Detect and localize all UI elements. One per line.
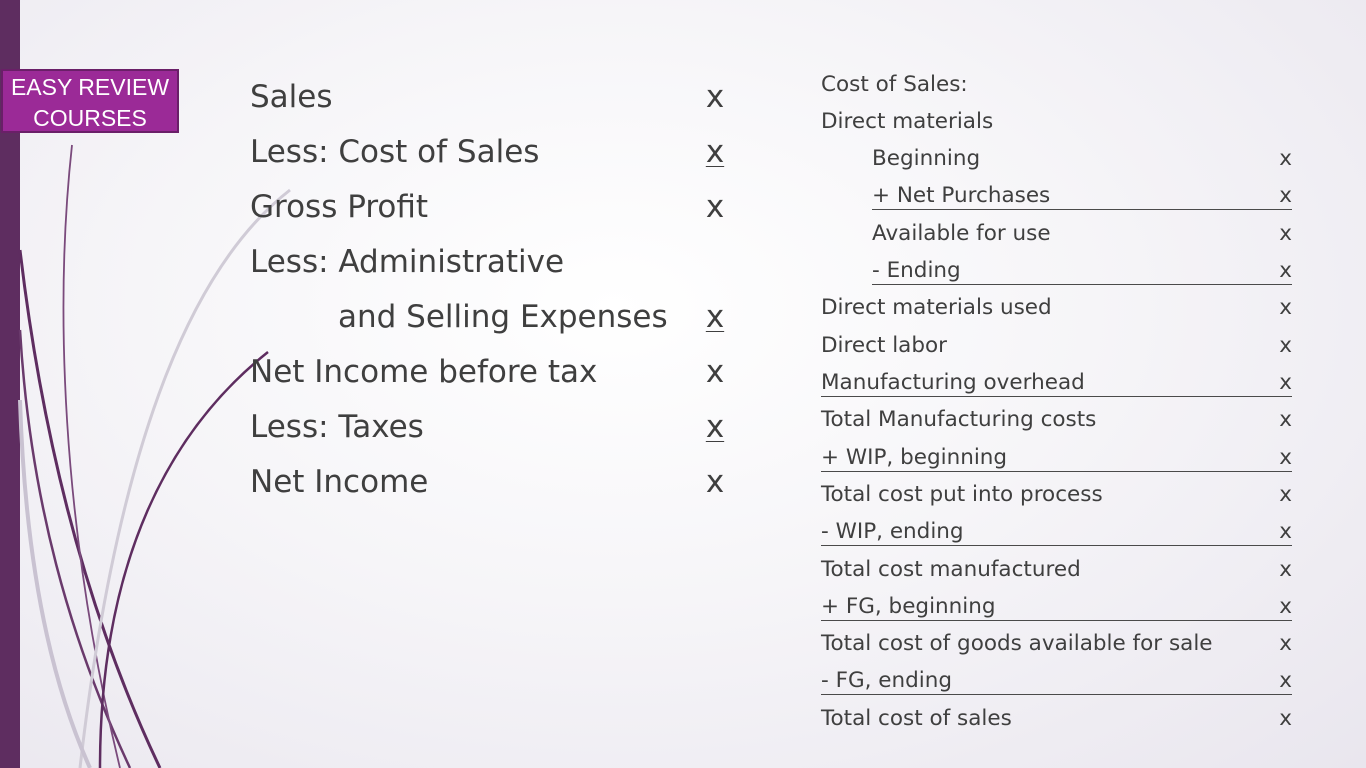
cost-row: [821, 666, 1292, 695]
cost-row: [821, 443, 1292, 472]
brand-badge: [1, 69, 179, 133]
cost-label: Cost of Sales:: [821, 72, 968, 97]
cost-label: - Ending: [872, 258, 961, 283]
cost-label: Direct materials: [821, 109, 994, 134]
cost-row: [872, 256, 1292, 285]
cost-label: + FG, beginning: [821, 594, 996, 619]
income-row: [250, 405, 726, 449]
income-row: [250, 130, 726, 174]
cost-value: x: [1279, 631, 1292, 656]
badge-line-1: EASY REVIEW: [10, 74, 170, 100]
income-label: Less: Taxes: [250, 409, 424, 445]
cost-row: [872, 181, 1292, 210]
income-label: Sales: [250, 79, 333, 115]
cost-label: - WIP, ending: [821, 519, 964, 544]
cost-label: + Net Purchases: [872, 183, 1051, 208]
cost-row: [821, 592, 1292, 621]
income-label: Less: Cost of Sales: [250, 134, 540, 170]
cost-value: x: [1279, 706, 1292, 731]
income-value: x: [705, 409, 725, 445]
income-value: x: [705, 134, 725, 170]
income-row: [250, 185, 726, 229]
cost-value: x: [1279, 557, 1292, 582]
cost-label: Total cost of goods available for sale: [821, 631, 1213, 656]
cost-value: x: [1279, 482, 1292, 507]
cost-row: [821, 517, 1292, 546]
cost-value: x: [1279, 594, 1292, 619]
cost-row: [821, 293, 1292, 323]
income-value: x: [705, 189, 725, 225]
cost-row: [821, 555, 1292, 585]
cost-row: [821, 704, 1292, 734]
cost-value: x: [1279, 146, 1292, 171]
cost-label: Total cost manufactured: [821, 557, 1081, 582]
income-label: Net Income before tax: [250, 354, 598, 390]
cost-row: [821, 107, 1292, 137]
income-label: Gross Profit: [250, 189, 429, 225]
cost-label: Direct labor: [821, 333, 947, 358]
cost-row: [821, 629, 1292, 659]
income-value: x: [705, 354, 725, 390]
income-value: x: [705, 299, 725, 335]
income-row: [250, 460, 726, 504]
cost-label: + WIP, beginning: [821, 445, 1008, 470]
cost-row: [872, 219, 1292, 249]
income-row: [250, 75, 726, 119]
income-label: Net Income: [250, 464, 429, 500]
cost-row: [821, 331, 1292, 361]
cost-value: x: [1279, 183, 1292, 208]
badge-line-2: COURSES: [33, 105, 147, 131]
cost-row: [872, 144, 1292, 174]
cost-value: x: [1279, 258, 1292, 283]
cost-value: x: [1279, 445, 1292, 470]
income-value: x: [705, 464, 725, 500]
income-label: Less: Administrative: [250, 244, 565, 280]
cost-label: Total cost put into process: [821, 482, 1103, 507]
cost-value: x: [1279, 370, 1292, 395]
cost-row: [821, 405, 1292, 435]
cost-value: x: [1279, 407, 1292, 432]
income-row: [250, 350, 726, 394]
cost-label: Total Manufacturing costs: [821, 407, 1097, 432]
income-value: x: [705, 79, 725, 115]
cost-value: x: [1279, 519, 1292, 544]
cost-row: [821, 480, 1292, 510]
cost-label: - FG, ending: [821, 668, 953, 693]
income-row: [250, 240, 726, 284]
cost-row: [821, 368, 1292, 397]
cost-value: x: [1279, 333, 1292, 358]
cost-label: Available for use: [872, 221, 1051, 246]
cost-row: [821, 70, 1292, 100]
cost-label: Beginning: [872, 146, 981, 171]
cost-label: Total cost of sales: [821, 706, 1012, 731]
cost-label: Manufacturing overhead: [821, 370, 1085, 395]
cost-value: x: [1279, 221, 1292, 246]
cost-value: x: [1279, 295, 1292, 320]
cost-label: Direct materials used: [821, 295, 1052, 320]
income-row: [250, 295, 726, 339]
income-label: and Selling Expenses: [338, 299, 668, 335]
cost-value: x: [1279, 668, 1292, 693]
